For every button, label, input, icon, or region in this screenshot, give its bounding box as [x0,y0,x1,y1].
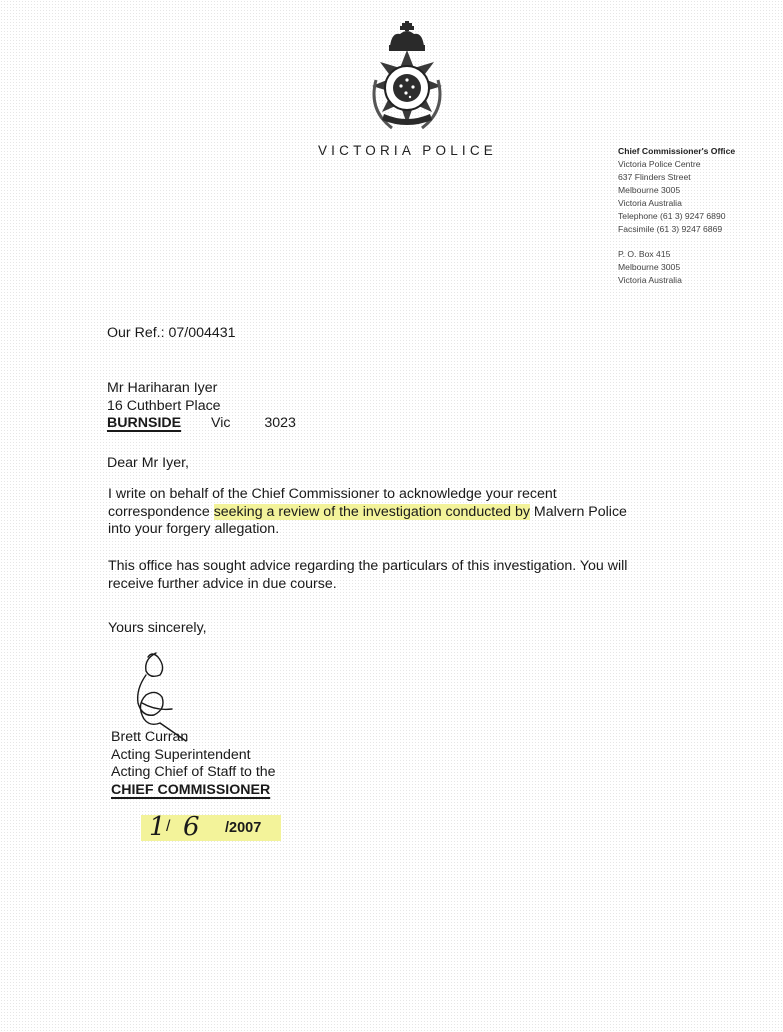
date-month: 6 [183,812,200,842]
postal-line: Melbourne 3005 [618,262,681,272]
postal-line: P. O. Box 415 [618,249,671,259]
body-line: This office has sought advice regarding the particulars of this investigation. You will [108,558,628,574]
signatory-title: Acting Chief of Staff to the [111,764,276,781]
date-separator: / [166,818,171,835]
recipient-name: Mr Hariharan Iyer [107,380,218,396]
body-text-segment: correspondence [108,503,214,520]
body-paragraph-2 [108,558,627,593]
postal-line: Victoria Australia [618,275,682,285]
body-line: I write on behalf of the Chief Commissioner to acknowledge your recent [108,486,557,502]
body-text-segment: Malvern Police [529,503,627,520]
salutation: Dear Mr Iyer, [107,455,189,471]
signatory-block [111,729,276,799]
signatory-name: Brett Curran [111,729,189,745]
signatory-office: CHIEF COMMISSIONER [111,781,271,798]
body-line: receive further advice in due course. [108,575,337,592]
recipient-suburb: BURNSIDE [107,415,182,432]
address-line: Melbourne 3005 [618,185,681,195]
address-line: 637 Flinders Street [618,172,691,182]
facsimile-line: Facsimile (61 3) 9247 6869 [618,224,723,234]
police-crest-logo [362,20,452,134]
signatory-title: Acting Superintendent [111,746,251,763]
date-year: /2007 [225,820,262,836]
recipient-street: 16 Cuthbert Place [107,397,221,414]
recipient-state: Vic [211,415,231,432]
office-title: Chief Commissioner's Office [618,146,736,156]
recipient-locality [107,415,296,433]
our-reference: Our Ref.: 07/004431 [107,325,236,341]
date-day: 1 [149,812,166,842]
address-line: Victoria Australia [618,198,682,208]
telephone-line: Telephone (61 3) 9247 6890 [618,211,726,221]
office-address-block [618,145,735,287]
highlighted-text: seeking a review of the investigation conducted by [213,503,530,520]
recipient-postcode: 3023 [264,415,296,432]
body-paragraph-1 [108,486,627,539]
closing: Yours sincerely, [108,620,207,636]
body-line [108,504,627,522]
org-name: VICTORIA POLICE [317,143,498,158]
body-line: into your forgery allegation. [108,521,280,538]
address-line: Victoria Police Centre [618,159,701,169]
recipient-address [107,380,296,433]
